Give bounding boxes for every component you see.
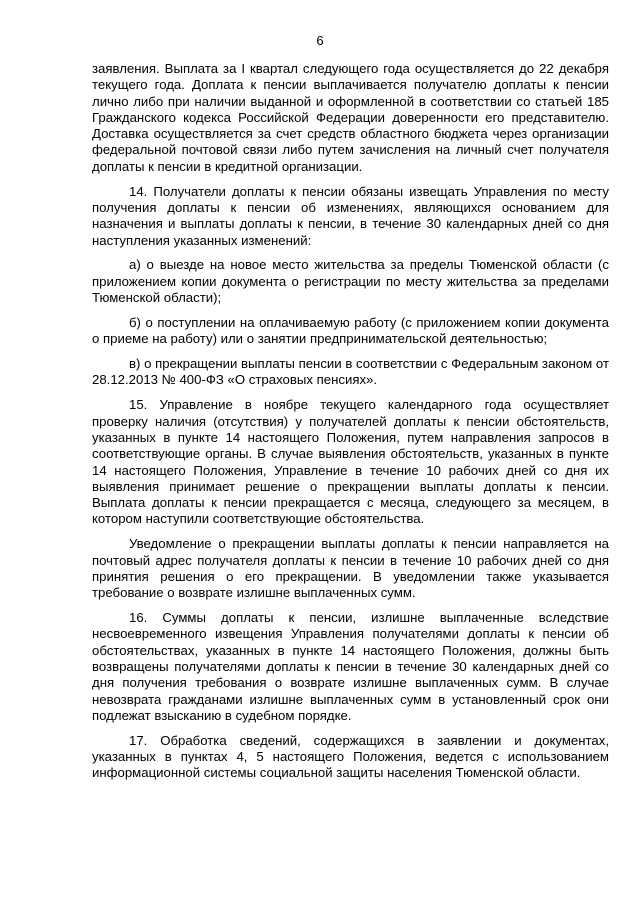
paragraph-notification: Уведомление о прекращении выплаты доплаты к пенсии направляется на почтовый адрес получателя доплаты к пенсии в течение 10 рабочих дней со дня принятия решения о его прекращении. В уведомлении также указывается требование о возврате излишне выплаченных сумм. [92, 536, 609, 601]
paragraph-item-14: 14. Получатели доплаты к пенсии обязаны извещать Управления по месту получения доплаты к пенсии об изменениях, являющихся основанием для назначения и выплаты доплаты к пенсии, в течение 30 календарных дней со дня наступления указанных изменений: [92, 183, 609, 248]
paragraph-subitem-a: а) о выезде на новое место жительства за пределы Тюменской области (с приложением копии документа о регистрации по месту жительства за пределами Тюменской области); [92, 257, 609, 306]
page-number: 6 [316, 33, 324, 48]
paragraph-subitem-v: в) о прекращении выплаты пенсии в соответствии с Федеральным законом от 28.12.2013 № 400-ФЗ «О страховых пенсиях». [92, 356, 609, 388]
document-body [92, 61, 609, 790]
paragraph-item-15: 15. Управление в ноябре текущего календарного года осуществляет проверку наличия (отсутствия) у получателей доплаты к пенсии обстоятельств, указанных в пункте 14 настоящего Положения, путем направления запросов в соответствующие органы. В случае выявления обстоятельств, указанных в пункте 14 настоящего Положения, Управление в течение 10 рабочих дней со дня их выявления принимает решение о прекращении выплаты доплаты к пенсии. Выплата доплаты к пенсии прекращается с месяца, следующего за месяцем, в котором наступили соответствующие обстоятельства. [92, 397, 609, 527]
paragraph-item-16: 16. Суммы доплаты к пенсии, излишне выплаченные вследствие несвоевременного извещения Управления получателями доплаты к пенсии об обстоятельствах, указанных в пункте 14 настоящего Положения, должны быть возвращены получателями доплаты к пенсии в течение 30 календарных дней со дня получения требования о возврате излишне выплаченных сумм. В случае невозврата гражданами излишне выплаченных сумм в установленный срок они подлежат взысканию в судебном порядке. [92, 610, 609, 723]
paragraph-subitem-b: б) о поступлении на оплачиваемую работу (с приложением копии документа о приеме на работу) или о занятии предпринимательской деятельностью; [92, 314, 609, 347]
paragraph-item-17: 17. Обработка сведений, содержащихся в заявлении и документах, указанных в пунктах 4, 5 настоящего Положения, ведется с использованием информационной системы социальной защиты населения Тюменской области. [92, 732, 609, 781]
paragraph-continuation: заявления. Выплата за I квартал следующего года осуществляется до 22 декабря текущего года. Доплата к пенсии выплачивается получателю доплаты к пенсии лично либо при наличии выданной и оформленной в соответствии со статьей 185 Гражданского кодекса Российской Федерации доверенности его представителю. Доставка осуществляется за счет средств областного бюджета через организации федеральной почтовой связи либо путем зачисления на личный счет получателя доплаты к пенсии в кредитной организации. [92, 61, 609, 174]
